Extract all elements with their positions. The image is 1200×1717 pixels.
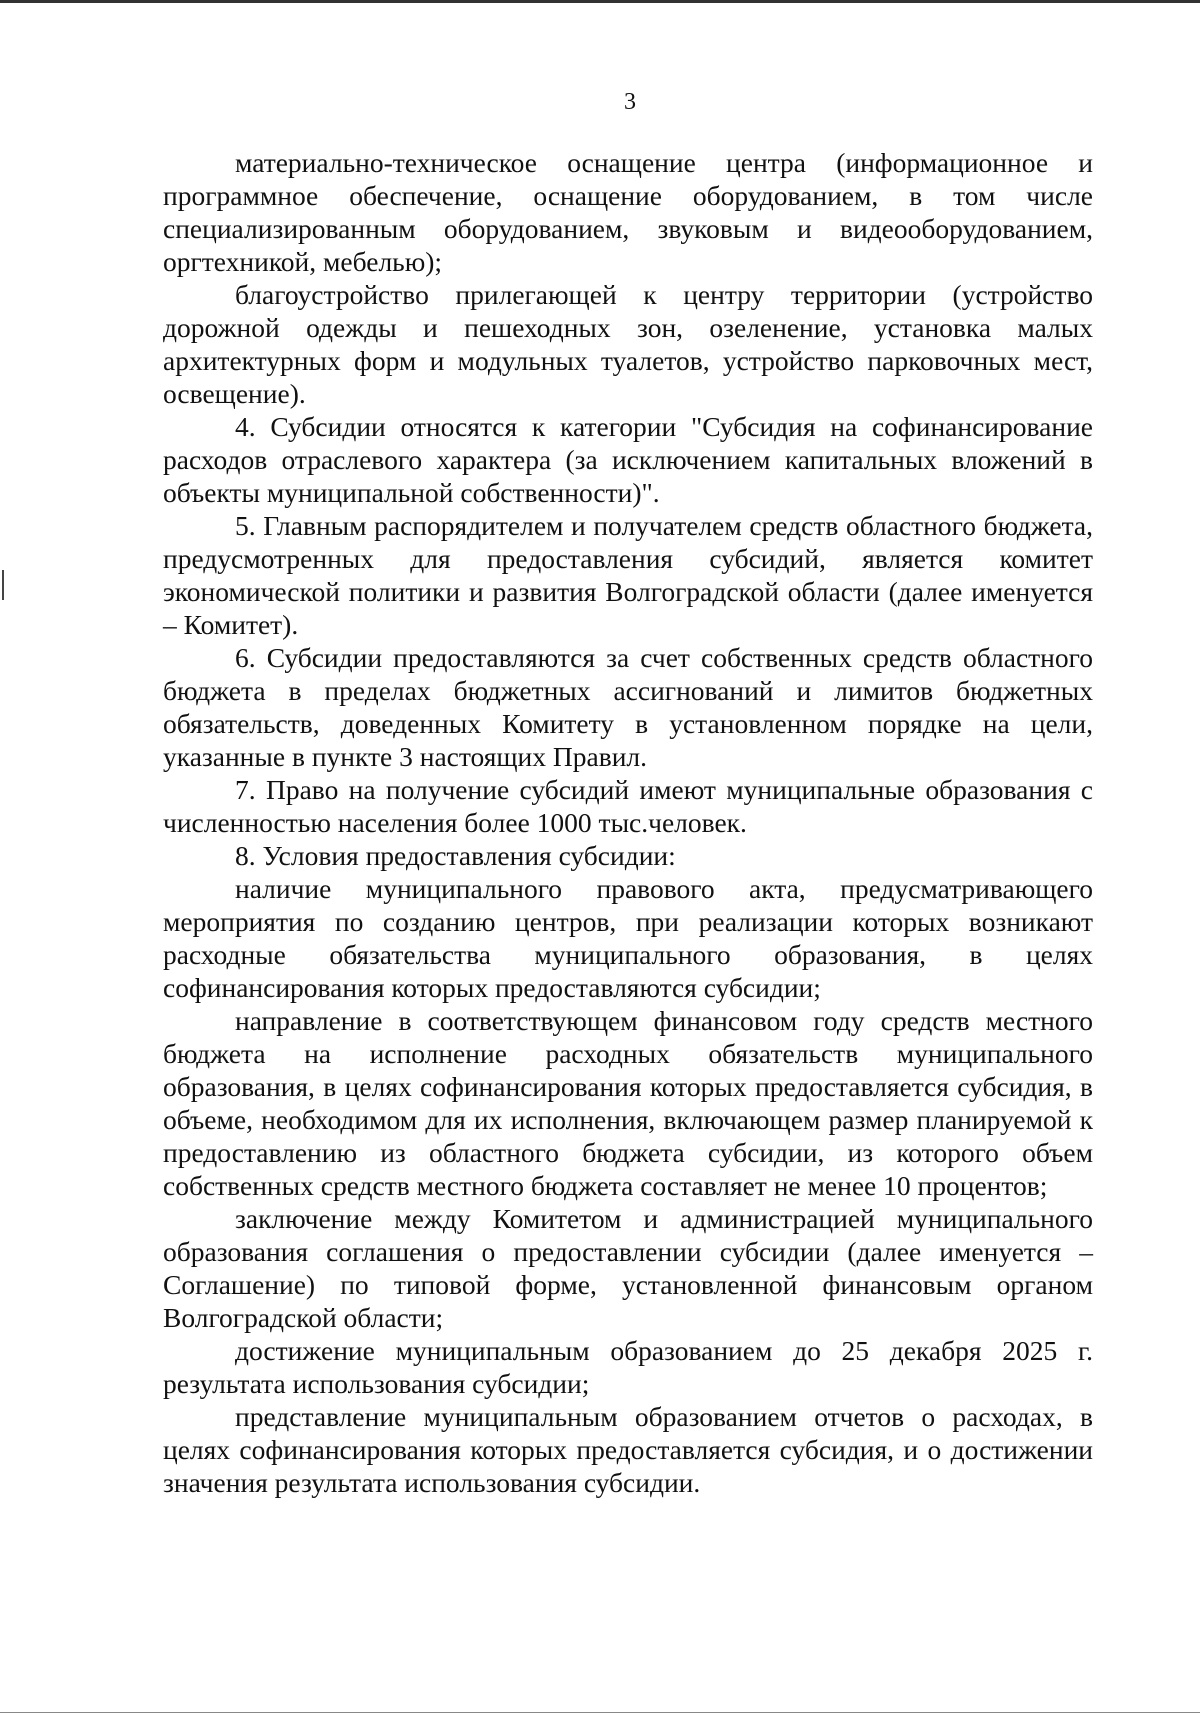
scan-top-edge bbox=[0, 0, 1200, 3]
paragraph-landscaping: благоустройство прилегающей к центру территории (устройство дорожной одежды и пешеходных зон, озеленение, установка малых архитектурных форм и модульных туалетов, устройство парковочных мест, освещение). bbox=[163, 279, 1093, 409]
paragraph-item-4: 4. Субсидии относятся к категории "Субсидия на софинансирование расходов отраслевого характера (за исключением капитальных вложений в объекты муниципальной собственности)". bbox=[163, 411, 1093, 508]
paragraph-condition-local-budget: направление в соответствующем финансовом году средств местного бюджета на исполнение расходных обязательств муниципального образования, в целях софинансирования которых предоставляется субсидия, в объеме, необходимом для их исполнения, включающем размер планируемой к предоставлению из областного бюджета субсидии, из которого объем собственных средств местного бюджета составляет не менее 10 процентов; bbox=[163, 1005, 1093, 1201]
paragraph-item-8: 8. Условия предоставления субсидии: bbox=[235, 840, 676, 871]
paragraph-condition-result: достижение муниципальным образованием до 25 декабря 2025 г. результата использования субсидии; bbox=[163, 1335, 1093, 1399]
paragraph-item-6: 6. Субсидии предоставляются за счет собственных средств областного бюджета в пределах бюджетных ассигнований и лимитов бюджетных обязательств, доведенных Комитету в установленном порядке на цели, указанные в пункте 3 настоящих Правил. bbox=[163, 642, 1093, 772]
paragraph-item-7: 7. Право на получение субсидий имеют муниципальные образования с численностью населения более 1000 тыс.человек. bbox=[163, 774, 1093, 838]
scan-margin-mark bbox=[2, 570, 4, 600]
paragraph-equipment: материально-техническое оснащение центра (информационное и программное обеспечение, оснащение оборудованием, в том числе специализированным оборудованием, звуковым и видеооборудованием, оргтехникой, мебелью); bbox=[163, 147, 1093, 277]
document-body bbox=[163, 146, 1093, 1499]
page-number: 3 bbox=[624, 89, 636, 115]
scan-bottom-edge bbox=[0, 1712, 1200, 1713]
paragraph-item-5: 5. Главным распорядителем и получателем средств областного бюджета, предусмотренных для предоставления субсидий, является комитет экономической политики и развития Волгоградской области (далее именуется – Комитет). bbox=[163, 510, 1093, 640]
paragraph-condition-agreement: заключение между Комитетом и администрацией муниципального образования соглашения о предоставлении субсидии (далее именуется – Соглашение) по типовой форме, установленной финансовым органом Волгоградской области; bbox=[163, 1203, 1093, 1333]
paragraph-condition-reports: представление муниципальным образованием отчетов о расходах, в целях софинансирования которых предоставляется субсидия, и о достижении значения результата использования субсидии. bbox=[163, 1401, 1093, 1498]
paragraph-condition-legal-act: наличие муниципального правового акта, предусматривающего мероприятия по созданию центров, при реализации которых возникают расходные обязательства муниципального образования, в целях софинансирования которых предоставляются субсидии; bbox=[163, 873, 1093, 1003]
